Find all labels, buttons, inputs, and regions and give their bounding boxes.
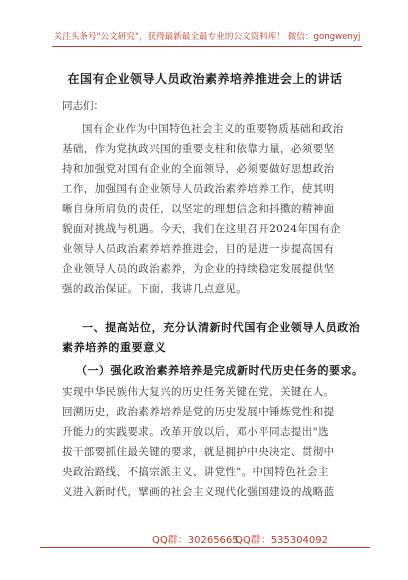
intro-paragraph xyxy=(62,119,350,299)
subsection-heading-1: （一）强化政治素养培养是完成新时代历史任务的要求。 xyxy=(76,364,364,377)
footer-qq-group-1: QQ群：30265665 xyxy=(152,535,239,546)
paragraph-line: 晰自身所肩负的责任，以坚定的理想信念和抖擞的精神面 xyxy=(62,203,335,215)
paragraph-line: 拔干部要抓住最关键的要求，就是拥护中央决定、贯彻中 xyxy=(62,446,335,458)
paragraph-line: 实现中华民族伟大复兴的历史任务关键在党，关键在人。 xyxy=(62,386,335,398)
footer-qq-group-2: QQ群：535304092 xyxy=(235,535,329,546)
paragraph-line: 基础，作为党执政兴国的重要支柱和依靠力量，必须要坚 xyxy=(62,143,335,155)
salutation: 同志们： xyxy=(62,100,104,112)
paragraph-line: 义进入新时代，擘画的社会主义现代化强国建设的战略蓝 xyxy=(62,486,335,498)
footer-divider xyxy=(40,547,370,548)
header-banner: 关注头条号"公文研究"，获得最新最全最专业的公文资料库！ 微信：gongwenyj xyxy=(53,32,361,42)
heading-line: 素养培养的重要意义 xyxy=(62,341,167,354)
paragraph-line: 貌面对挑战与机遇。今天，我们在这里召开2024年国有企 xyxy=(62,223,342,235)
section-heading-1 xyxy=(62,318,361,358)
paragraph-line: 国有企业作为中国特色社会主义的重要物质基础和政治 xyxy=(82,123,344,135)
paragraph-line: 升能力的实践要求。改革开放以后，邓小平同志提出"选 xyxy=(62,426,329,438)
header-divider xyxy=(52,46,362,47)
paragraph-line: 业领导人员政治素养培养推进会，目的是进一步提高国有 xyxy=(62,243,335,255)
paragraph-line: 企业领导人员的政治素养，为企业的持续稳定发展提供坚 xyxy=(62,263,335,275)
heading-line: 一、提高站位，充分认清新时代国有企业领导人员政治 xyxy=(82,321,361,334)
body-paragraph xyxy=(62,382,350,502)
paragraph-line: 强的政治保证。下面，我讲几点意见。 xyxy=(62,283,248,295)
paragraph-line: 持和加强党对国有企业的全面领导，必须要做好思想政治 xyxy=(62,163,335,175)
paragraph-line: 央政治路线，不搞宗派主义、讲党性"。中国特色社会主 xyxy=(62,466,329,478)
paragraph-line: 工作，加强国有企业领导人员政治素养培养工作，使其明 xyxy=(62,183,335,195)
document-title: 在国有企业领导人员政治素养培养推进会上的讲话 xyxy=(67,72,343,86)
paragraph-line: 回溯历史，政治素养培养是党的历史发展中锤炼党性和提 xyxy=(62,406,335,418)
